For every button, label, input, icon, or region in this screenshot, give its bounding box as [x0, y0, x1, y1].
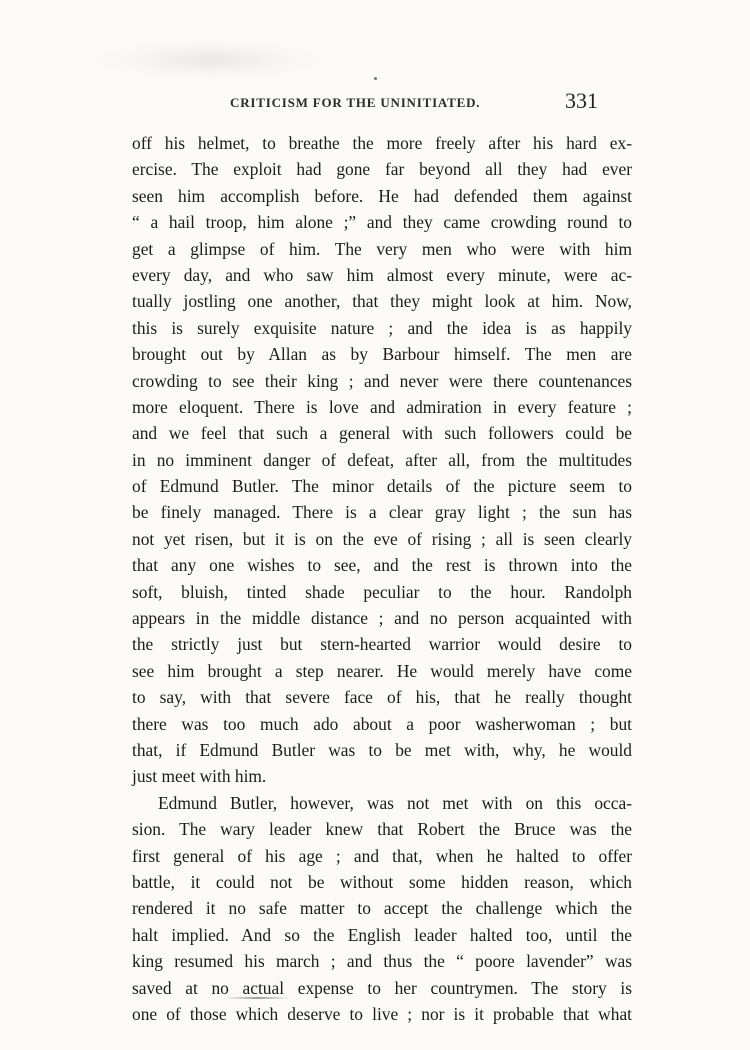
text-line: and we feel that such a general with such followers could be [132, 423, 632, 444]
text-line: of Edmund Butler. The minor details of the picture seem to [132, 476, 632, 497]
paper-smudge [95, 40, 325, 80]
text-line: Edmund Butler, however, was not met with on this occa- [158, 792, 632, 813]
text-line: battle, it could not be without some hidden reason, which [132, 871, 632, 892]
text-line: king resumed his march ; and thus the “ poore lavender” was [132, 951, 632, 972]
text-line: first general of his age ; and that, when he halted to offer [132, 845, 632, 866]
text-line: halt implied. And so the English leader halted too, until the [132, 924, 632, 945]
text-line: be finely managed. There is a clear gray light ; the sun has [132, 502, 632, 523]
text-line: rendered it no safe matter to accept the challenge which the [132, 898, 632, 919]
text-line: that, if Edmund Butler was to be met with, why, he would [132, 739, 632, 760]
text-line: see him brought a step nearer. He would merely have come [132, 660, 632, 681]
text-line: not yet risen, but it is on the eve of rising ; all is seen clearly [132, 528, 632, 549]
text-line: brought out by Allan as by Barbour himself. The men are [132, 344, 632, 365]
text-line: soft, bluish, tinted shade peculiar to the hour. Randolph [132, 581, 632, 602]
text-line: “ a hail troop, him alone ;” and they came crowding round to [132, 212, 632, 233]
text-line: in no imminent danger of defeat, after all, from the multitudes [132, 449, 632, 470]
page-number: 331 [565, 88, 598, 113]
text-line: tually jostling one another, that they might look at him. Now, [132, 291, 632, 312]
text-line: the strictly just but stern-hearted warrior would desire to [132, 634, 632, 655]
text-line: ercise. The exploit had gone far beyond all they had ever [132, 159, 632, 180]
running-head: CRITICISM FOR THE UNINITIATED. [230, 95, 481, 110]
text-line: one of those which deserve to live ; nor is it probable that what [132, 1003, 632, 1024]
body-text [132, 130, 632, 1027]
text-line: that any one wishes to see, and the rest is thrown into the [132, 555, 632, 576]
text-line: crowding to see their king ; and never were there countenances [132, 370, 632, 391]
text-line: there was too much ado about a poor washerwoman ; but [132, 713, 632, 734]
text-line: this is surely exquisite nature ; and the idea is as happily [132, 317, 632, 338]
bottom-mark [225, 997, 290, 999]
text-line: get a glimpse of him. The very men who were with him [132, 238, 632, 259]
text-line: appears in the middle distance ; and no person acquainted with [132, 608, 632, 629]
text-line: to say, with that severe face of his, that he really thought [132, 687, 632, 708]
text-line: every day, and who saw him almost every minute, were ac- [132, 264, 632, 285]
paragraph-1 [132, 130, 632, 790]
text-line: more eloquent. There is love and admiration in every feature ; [132, 396, 632, 417]
text-line: saved at no actual expense to her countrymen. The story is [132, 977, 632, 998]
text-line: off his helmet, to breathe the more freely after his hard ex- [132, 133, 632, 153]
paragraph-2 [132, 790, 632, 1028]
text-line: just meet with him. [132, 766, 267, 787]
text-line: sion. The wary leader knew that Robert the Bruce was the [132, 819, 632, 840]
text-line: seen him accomplish before. He had defended them against [132, 185, 632, 206]
ink-speck [374, 77, 377, 80]
